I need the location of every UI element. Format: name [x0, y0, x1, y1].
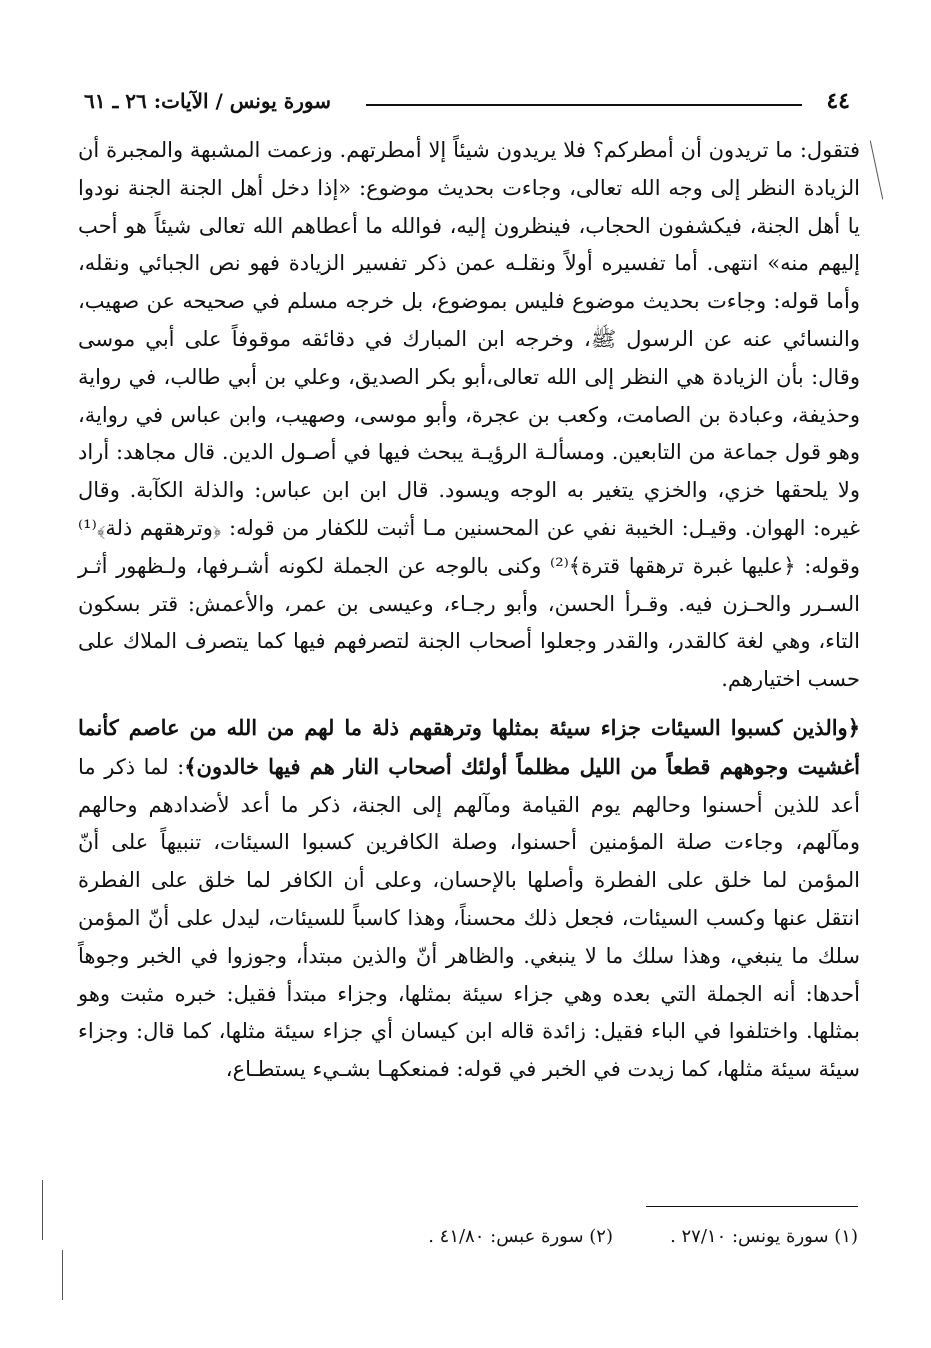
footnote-2: (٢) سورة عبس: ٤١/٨٠ .	[428, 1226, 613, 1247]
running-header	[84, 84, 850, 120]
header-rule	[366, 104, 802, 106]
paragraph: فتقول: ما تريدون أن أمطركم؟ فلا يريدون شيئاً إلا أمطرتهم. وزعمت المشبهة والمجبرة أن الزيادة النظر إلى وجه الله تعالى، وجاءت بحديث موضوع: «إذا دخل أهل الجنة الجنة نودوا يا أهل الجنة، فيكشفون الحجاب، فينظرون إليه، فوالله ما أعطاهم الله تعالى شيئاً هو أحب إليهم منه» انتهى. أما تفسيره أولاً ونقلـه عمن ذكر تفسير الزيادة فهو نص الجبائي ونقله، وأما قوله: وجاءت بحديث موضوع فليس بموضوع، بل خرجه مسلم في صحيحه عن صهيب، والنسائي عنه عن الرسول ﷺ، وخرجه ابن المبارك في دقائقه موقوفاً على أبي موسى وقال: بأن الزيادة هي النظر إلى الله تعالى،أبو بكر الصديق، وعلي بن أبي طالب، في رواية وحذيفة، وعبادة بن الصامت، وكعب بن عجرة، وأبو موسى، وصهيب، وابن عباس في رواية، وهو قول جماعة من التابعين. ومسألـة الرؤيـة يبحث فيها في أصـول الدين. قال مجاهد: أراد ولا يلحقها خزي، والخزي يتغير به الوجه ويسود. قال ابن ابن عباس: والذلة الكآبة. وقال غيره: الهوان. وقيـل: الخيبة نفي عن المحسنين مـا أثبت للكفار من قوله: ﴿وترهقهم ذلة﴾⁽¹⁾ وقوله: ﴿عليها غبرة ترهقها قترة﴾⁽²⁾ وكنى بالوجه عن الجملة لكونه أشـرفها، ولـظهور أثـر السـرر والحـزن فيه. وقـرأ الحسن، وأبو رجـاء، وعيسى بن عمر، والأعمش: قتر بسكون التاء، وهي لغة كالقدر، والقدر وجعلوا أصحاب الجنة لتصرفهم فيها كما يتصرف الملاك على حسب اختيارهم.	[78, 138, 861, 692]
verse-quote: ﴿والذين كسبوا السيئات جزاء سيئة بمثلها وترهقهم ذلة ما لهم من الله من عاصم كأنما أغشيت وجوههم قطعاً من الليل مظلماً أولئك أصحاب النار هم فيها خالدون﴾	[78, 714, 860, 779]
paragraph-text: : لما ذكر ما أعد للذين أحسنوا وحالهم يوم القيامة ومآلهم إلى الجنة، ذكر ما أعد لأضدادهم وحالهم ومآلهم، وجاءت صلة المؤمنين أحسنوا، وصلة الكافرين كسبوا السيئات، تنبيهاً على أنّ المؤمن لما خلق على الفطرة وأصلها بالإحسان، وعلى أن الكافر لما خلق على الفطرة انتقل عنها وكسب السيئات، فجعل ذلك محسناً، وهذا كاسباً للسيئات، ليدل على أنّ المؤمن سلك ما ينبغي، وهذا سلك ما لا ينبغي. والظاهر أنّ والذين مبتدأ، وجوزوا في الخبر وجوهاً أحدها: أنه الجملة التي بعده وهي جزاء سيئة بمثلها، وجزاء مبتدأ فقيل: خبره مثبت وهو بمثلها. واختلفوا في الباء فقيل: زائدة قاله ابن كيسان أي جزاء سيئة مثلها، كما قال: وجزاء سيئة سيئة مثلها، كما زيدت في الخبر في قوله: فمنعكهـا بشـيء يستطـاع،	[78, 754, 860, 1082]
paragraph	[78, 709, 860, 1089]
scan-margin-mark	[62, 1250, 63, 1300]
page-number: ٤٤	[826, 88, 850, 114]
running-title: سورة يونس / الآيات: ٢٦ ـ ٦١	[84, 89, 331, 113]
scan-margin-mark	[42, 1180, 43, 1240]
main-text	[78, 132, 860, 1089]
footnote-1: (١) سورة يونس: ٢٧/١٠ .	[670, 1226, 858, 1247]
scan-margin-mark	[870, 141, 883, 200]
footnote-rule	[646, 1206, 858, 1207]
